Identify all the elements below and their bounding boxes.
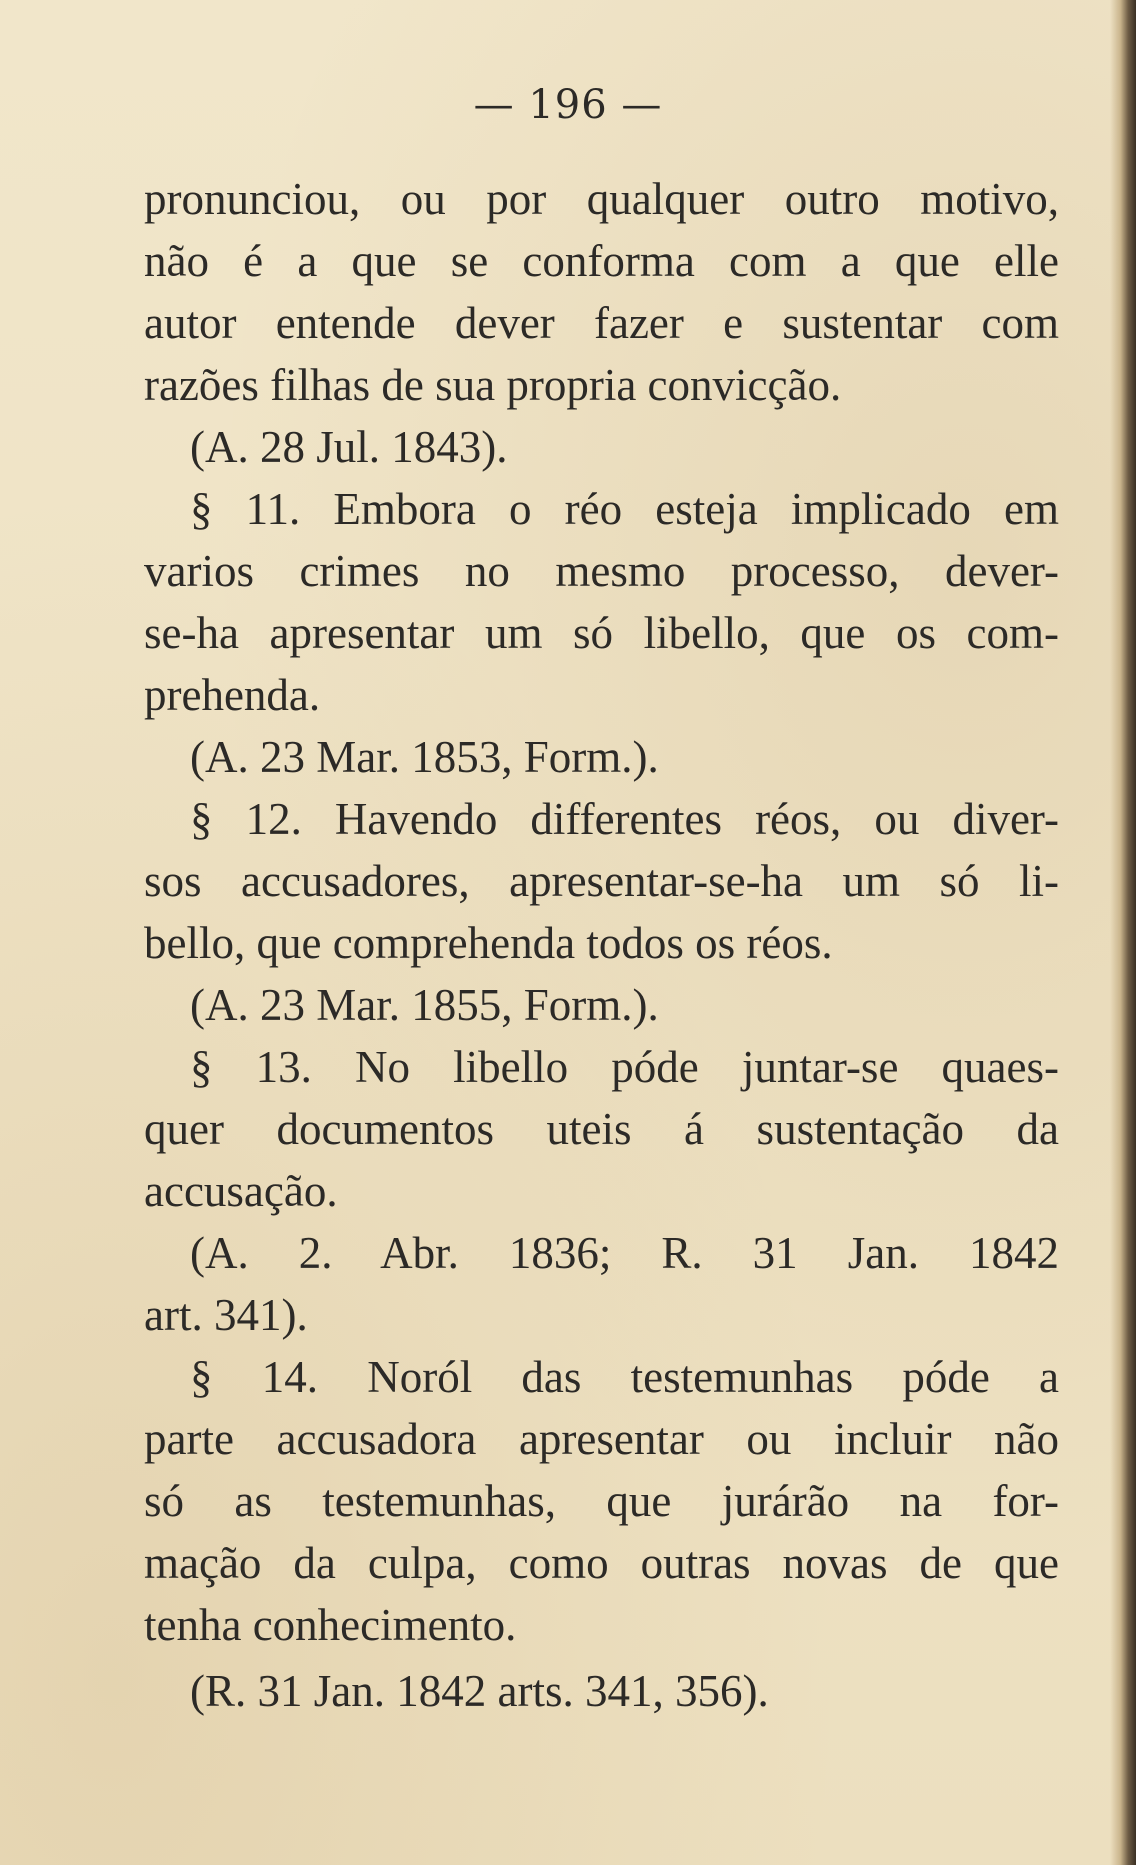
text-line: não é a que se conforma com a que elle <box>144 236 1059 286</box>
citation-line: (A. 28 Jul. 1843). <box>190 422 508 472</box>
citation-line: (A. 23 Mar. 1855, Form.). <box>190 980 659 1030</box>
citation-line: (R. 31 Jan. 1842 arts. 341, 356). <box>190 1666 769 1716</box>
text-line: art. 341). <box>144 1290 308 1340</box>
text-line: pronunciou, ou por qualquer outro motivo, <box>144 174 1059 224</box>
text-line: só as testemunhas, que jurárão na for- <box>144 1476 1059 1526</box>
text-line: parte accusadora apresentar ou incluir não <box>144 1414 1059 1464</box>
citation-line: (A. 23 Mar. 1853, Form.). <box>190 732 659 782</box>
text-line: accusação. <box>144 1166 338 1216</box>
text-line: quer documentos uteis á sustentação da <box>144 1104 1059 1154</box>
text-line: tenha conhecimento. <box>144 1600 517 1650</box>
body-text <box>144 168 1059 1726</box>
text-line: autor entende dever fazer e sustentar com <box>144 298 1059 348</box>
text-line: sos accusadores, apresentar-se-ha um só li- <box>144 856 1059 906</box>
paragraph-12-start: § 12. Havendo differentes réos, ou diver- <box>190 794 1059 844</box>
paragraph-14-start: § 14. Noról das testemunhas póde a <box>190 1352 1059 1402</box>
text-line: razões filhas de sua propria convicção. <box>144 360 842 410</box>
text-line: bello, que comprehenda todos os réos. <box>144 918 833 968</box>
text-line: mação da culpa, como outras novas de que <box>144 1538 1059 1588</box>
page-edge-shadow <box>1110 0 1136 1865</box>
text-line: varios crimes no mesmo processo, dever- <box>144 546 1059 596</box>
paragraph-13-start: § 13. No libello póde juntar-se quaes- <box>190 1042 1059 1092</box>
text-line: se-ha apresentar um só libello, que os com- <box>144 608 1059 658</box>
citation-line: (A. 2. Abr. 1836; R. 31 Jan. 1842 <box>190 1228 1059 1278</box>
page-number: — 196 — <box>473 82 663 128</box>
paragraph-11-start: § 11. Embora o réo esteja implicado em <box>190 484 1059 534</box>
text-line: prehenda. <box>144 670 321 720</box>
